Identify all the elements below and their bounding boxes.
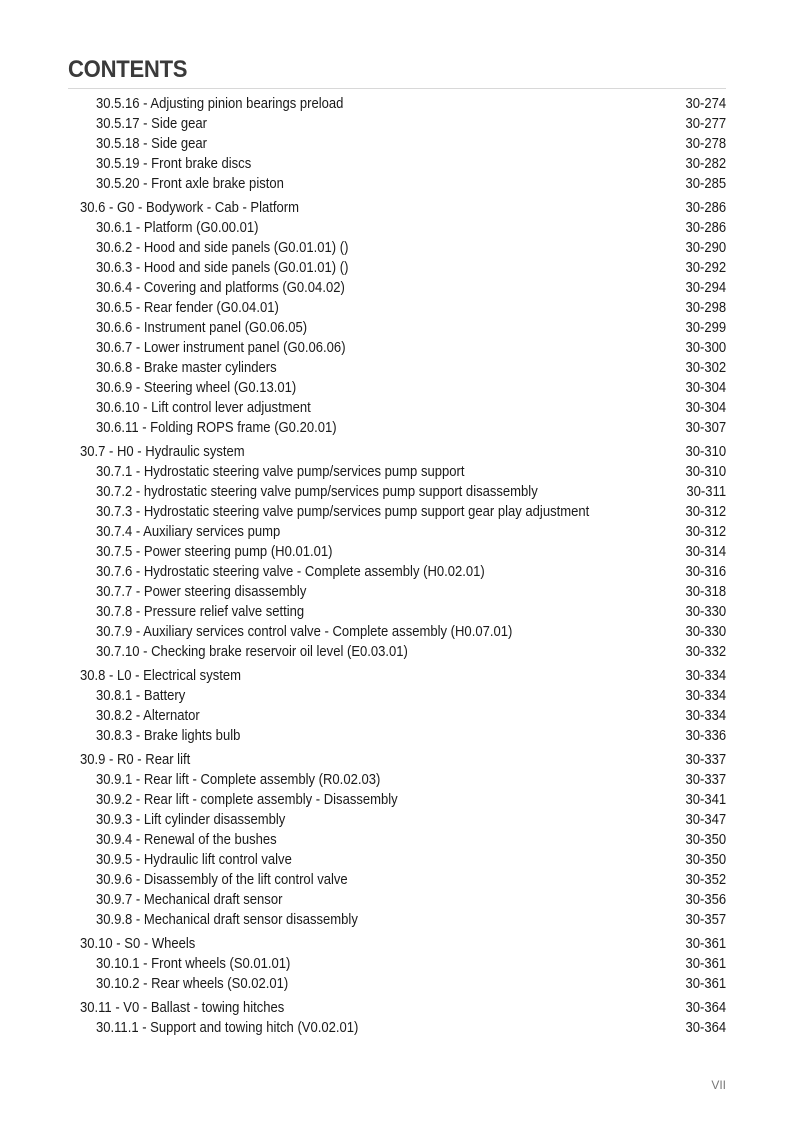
toc-entry[interactable]	[80, 582, 726, 602]
toc-entry[interactable]	[80, 790, 726, 810]
toc-entry-page: 30-350	[685, 852, 726, 868]
toc-entry-title: 30.9.4 - Renewal of the bushes	[96, 832, 277, 848]
toc-entry-title: 30.7.4 - Auxiliary services pump	[96, 524, 281, 540]
toc-entry-page: 30-311	[686, 484, 726, 500]
toc-entry-title: 30.5.16 - Adjusting pinion bearings preload	[96, 96, 344, 112]
toc-entry-page: 30-347	[685, 812, 726, 828]
toc-entry[interactable]	[80, 318, 726, 338]
toc-entry-title: 30.8.3 - Brake lights bulb	[96, 728, 241, 744]
toc-entry-page: 30-364	[685, 1020, 726, 1036]
toc-entry[interactable]	[80, 706, 726, 726]
toc-entry-page: 30-332	[685, 644, 726, 660]
toc-section-heading[interactable]	[80, 750, 726, 770]
toc-entry[interactable]	[80, 94, 726, 114]
toc-entry[interactable]	[80, 602, 726, 622]
toc-entry-page: 30-336	[685, 728, 726, 744]
toc-entry[interactable]	[80, 298, 726, 318]
toc-entry[interactable]	[80, 398, 726, 418]
toc-entry-title: 30.6.1 - Platform (G0.00.01)	[96, 220, 259, 236]
toc-entry[interactable]	[80, 134, 726, 154]
toc-entry[interactable]	[80, 482, 726, 502]
toc-entry-page: 30-302	[685, 360, 726, 376]
toc-section-heading[interactable]	[80, 998, 726, 1018]
toc-entry-title: 30.10 - S0 - Wheels	[80, 936, 196, 952]
toc-entry-title: 30.7.3 - Hydrostatic steering valve pump/services pump support gear play adjustment	[96, 504, 590, 520]
toc-entry-title: 30.9.1 - Rear lift - Complete assembly (R0.02.03)	[96, 772, 381, 788]
toc-entry-page: 30-278	[685, 136, 726, 152]
toc-entry-title: 30.5.20 - Front axle brake piston	[96, 176, 284, 192]
toc-section	[80, 94, 726, 194]
toc-entry-title: 30.6.5 - Rear fender (G0.04.01)	[96, 300, 279, 316]
toc-entry-page: 30-352	[685, 872, 726, 888]
toc-entry-title: 30.7.8 - Pressure relief valve setting	[96, 604, 305, 620]
toc-entry-page: 30-337	[685, 752, 726, 768]
toc-entry-page: 30-341	[685, 792, 726, 808]
toc-entry-page: 30-286	[685, 200, 726, 216]
toc-entry-page: 30-298	[685, 300, 726, 316]
toc-entry-page: 30-304	[685, 380, 726, 396]
toc-entry-title: 30.6.7 - Lower instrument panel (G0.06.06)	[96, 340, 346, 356]
toc-entry-title: 30.6.11 - Folding ROPS frame (G0.20.01)	[96, 420, 337, 436]
toc-entry-title: 30.8.1 - Battery	[96, 688, 186, 704]
toc-entry-title: 30.8 - L0 - Electrical system	[80, 668, 242, 684]
toc-entry[interactable]	[80, 890, 726, 910]
toc-entry-page: 30-316	[685, 564, 726, 580]
toc-entry-page: 30-292	[685, 260, 726, 276]
toc-entry-title: 30.6.10 - Lift control lever adjustment	[96, 400, 311, 416]
toc-entry-page: 30-361	[685, 936, 726, 952]
toc-entry-title: 30.7.10 - Checking brake reservoir oil level (E0.03.01)	[96, 644, 408, 660]
toc-entry[interactable]	[80, 418, 726, 438]
toc-entry-page: 30-307	[685, 420, 726, 436]
toc-entry-title: 30.9.2 - Rear lift - complete assembly - Disassembly	[96, 792, 398, 808]
toc-entry-page: 30-290	[685, 240, 726, 256]
toc-entry-title: 30.10.1 - Front wheels (S0.01.01)	[96, 956, 291, 972]
toc-entry[interactable]	[80, 542, 726, 562]
toc-entry[interactable]	[80, 810, 726, 830]
toc-entry-title: 30.11 - V0 - Ballast - towing hitches	[80, 1000, 285, 1016]
toc-entry-title: 30.6.3 - Hood and side panels (G0.01.01) ()	[96, 260, 349, 276]
toc-entry-page: 30-310	[685, 444, 726, 460]
toc-entry-page: 30-299	[685, 320, 726, 336]
toc-entry-title: 30.6.2 - Hood and side panels (G0.01.01) ()	[96, 240, 349, 256]
toc-entry[interactable]	[80, 954, 726, 974]
toc-section	[80, 442, 726, 662]
toc-entry-page: 30-312	[685, 524, 726, 540]
toc-entry-title: 30.7.1 - Hydrostatic steering valve pump/services pump support	[96, 464, 465, 480]
toc-entry[interactable]	[80, 622, 726, 642]
toc-entry-page: 30-310	[685, 464, 726, 480]
toc-entry-page: 30-361	[685, 976, 726, 992]
toc-section-heading[interactable]	[80, 198, 726, 218]
toc-entry-page: 30-274	[685, 96, 726, 112]
toc-entry-page: 30-356	[685, 892, 726, 908]
toc-entry-page: 30-294	[685, 280, 726, 296]
toc-entry[interactable]	[80, 154, 726, 174]
toc-entry[interactable]	[80, 974, 726, 994]
toc-entry[interactable]	[80, 850, 726, 870]
toc-entry-title: 30.11.1 - Support and towing hitch (V0.02.01)	[96, 1020, 359, 1036]
table-of-contents	[80, 94, 726, 1042]
toc-section-heading[interactable]	[80, 666, 726, 686]
toc-entry-page: 30-304	[685, 400, 726, 416]
toc-entry[interactable]	[80, 770, 726, 790]
toc-entry[interactable]	[80, 278, 726, 298]
toc-entry-page: 30-300	[685, 340, 726, 356]
toc-entry[interactable]	[80, 830, 726, 850]
toc-entry-page: 30-312	[685, 504, 726, 520]
toc-entry-page: 30-361	[685, 956, 726, 972]
toc-entry-page: 30-330	[685, 604, 726, 620]
toc-entry-title: 30.6.9 - Steering wheel (G0.13.01)	[96, 380, 297, 396]
toc-entry[interactable]	[80, 522, 726, 542]
toc-entry-title: 30.5.18 - Side gear	[96, 136, 208, 152]
toc-entry-title: 30.6.6 - Instrument panel (G0.06.05)	[96, 320, 308, 336]
toc-entry-page: 30-334	[685, 708, 726, 724]
toc-entry[interactable]	[80, 378, 726, 398]
toc-entry-title: 30.5.19 - Front brake discs	[96, 156, 252, 172]
toc-entry[interactable]	[80, 726, 726, 746]
toc-entry-title: 30.9.5 - Hydraulic lift control valve	[96, 852, 292, 868]
toc-entry[interactable]	[80, 358, 726, 378]
toc-entry-title: 30.9.7 - Mechanical draft sensor	[96, 892, 283, 908]
toc-entry-title: 30.9.3 - Lift cylinder disassembly	[96, 812, 286, 828]
toc-entry[interactable]	[80, 870, 726, 890]
toc-entry[interactable]	[80, 562, 726, 582]
toc-entry-title: 30.6.4 - Covering and platforms (G0.04.02)	[96, 280, 345, 296]
toc-entry-title: 30.7.5 - Power steering pump (H0.01.01)	[96, 544, 333, 560]
toc-entry[interactable]	[80, 174, 726, 194]
toc-entry[interactable]	[80, 910, 726, 930]
toc-section-heading[interactable]	[80, 934, 726, 954]
toc-entry-page: 30-330	[685, 624, 726, 640]
toc-entry-title: 30.6 - G0 - Bodywork - Cab - Platform	[80, 200, 300, 216]
toc-entry-title: 30.7.9 - Auxiliary services control valve - Complete assembly (H0.07.01)	[96, 624, 513, 640]
toc-entry[interactable]	[80, 238, 726, 258]
toc-section	[80, 666, 726, 746]
toc-entry-page: 30-318	[685, 584, 726, 600]
toc-entry-page: 30-357	[685, 912, 726, 928]
toc-entry-title: 30.6.8 - Brake master cylinders	[96, 360, 277, 376]
toc-entry-page: 30-334	[685, 668, 726, 684]
toc-entry-title: 30.7.7 - Power steering disassembly	[96, 584, 307, 600]
toc-entry[interactable]	[80, 462, 726, 482]
toc-entry-page: 30-285	[685, 176, 726, 192]
toc-section-heading[interactable]	[80, 442, 726, 462]
title-divider	[68, 88, 726, 89]
toc-entry-title: 30.9.8 - Mechanical draft sensor disassembly	[96, 912, 358, 928]
toc-entry[interactable]	[80, 642, 726, 662]
toc-entry-title: 30.7.6 - Hydrostatic steering valve - Complete assembly (H0.02.01)	[96, 564, 485, 580]
toc-entry-page: 30-277	[685, 116, 726, 132]
toc-entry-page: 30-364	[685, 1000, 726, 1016]
toc-entry[interactable]	[80, 686, 726, 706]
toc-entry-title: 30.9 - R0 - Rear lift	[80, 752, 191, 768]
toc-entry-title: 30.8.2 - Alternator	[96, 708, 200, 724]
toc-entry-page: 30-286	[685, 220, 726, 236]
toc-entry-page: 30-334	[685, 688, 726, 704]
toc-entry-title: 30.7.2 - hydrostatic steering valve pump/services pump support disassembly	[96, 484, 538, 500]
toc-entry-page: 30-350	[685, 832, 726, 848]
toc-entry[interactable]	[80, 114, 726, 134]
toc-section	[80, 934, 726, 994]
toc-entry-page: 30-337	[685, 772, 726, 788]
toc-entry-page: 30-282	[685, 156, 726, 172]
toc-section	[80, 198, 726, 438]
page-number: VII	[711, 1078, 726, 1092]
toc-section	[80, 750, 726, 930]
toc-entry-title: 30.5.17 - Side gear	[96, 116, 208, 132]
toc-entry[interactable]	[80, 218, 726, 238]
toc-entry-page: 30-314	[685, 544, 726, 560]
toc-section	[80, 998, 726, 1038]
toc-entry[interactable]	[80, 258, 726, 278]
toc-entry[interactable]	[80, 1018, 726, 1038]
toc-entry[interactable]	[80, 502, 726, 522]
toc-entry[interactable]	[80, 338, 726, 358]
toc-entry-title: 30.9.6 - Disassembly of the lift control valve	[96, 872, 348, 888]
page-title: CONTENTS	[68, 56, 188, 83]
toc-entry-title: 30.7 - H0 - Hydraulic system	[80, 444, 245, 460]
toc-entry-title: 30.10.2 - Rear wheels (S0.02.01)	[96, 976, 289, 992]
